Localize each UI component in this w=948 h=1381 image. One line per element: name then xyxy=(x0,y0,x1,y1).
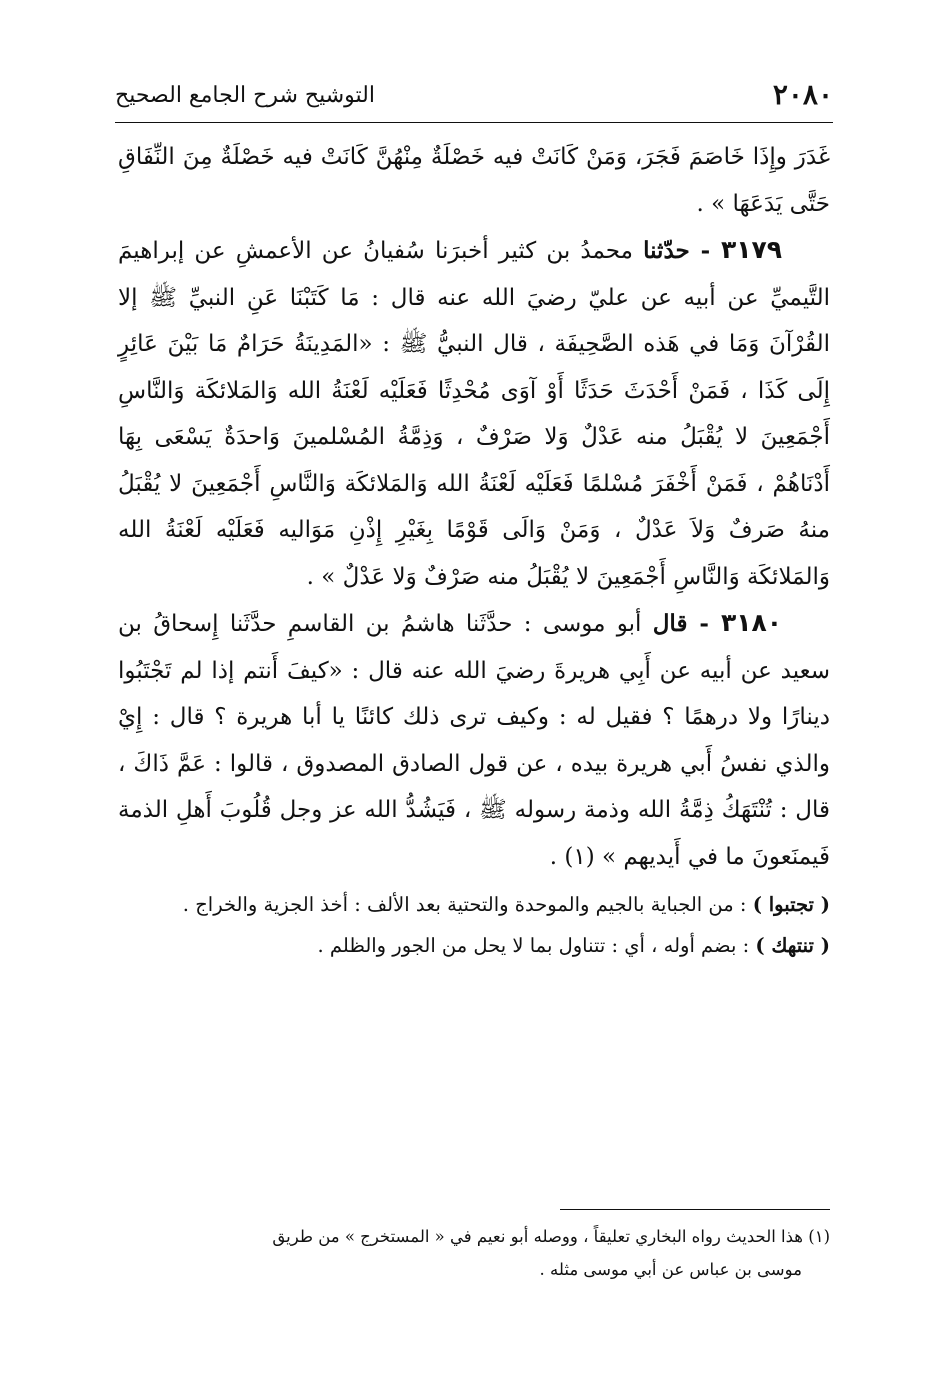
hadith-3179 xyxy=(118,227,830,600)
footnote xyxy=(118,1220,830,1286)
page-header xyxy=(115,78,833,118)
note-text: : بضم أوله ، أي : تتناول بما لا يحل من الجور والظلم . xyxy=(317,934,756,957)
note-term: ( تنتهك ) xyxy=(755,934,830,957)
hadith-lead-word: - حدّثنا xyxy=(643,237,721,264)
hadith-text: محمدُ بن كثير أخبرَنا سُفيانُ عن الأعمشِ عن إبراهيمَ التَّيميِّ عن أبيه عن عليّ رضيَ الله عنه قال : مَا كَتَبْنَا عَنِ النبيِّ ﷺ إلا القُرْآنَ وَمَا في هَذه الصَّحِيفَة ، قال النبيُّ ﷺ : «المَدِينَةُ حَرَامٌ مَا بَيْنَ عَائِرٍ إِلَى كَذَا ، فَمَنْ أَحْدَثَ حَدَثًا أَوْ آوَى مُحْدِثًا فَعَلَيْه لَعْنَةُ الله وَالمَلائكَة وَالنَّاسِ أَجْمَعِينَ لا يُقْبَلُ منه عَدْلٌ وَلا صَرْفٌ ، وَذِمَّةُ المُسْلمينَ وَاحدَةٌ يَسْعَى بِهَا أَدْنَاهُمْ ، فَمَنْ أَخْفَرَ مُسْلمًا فَعَلَيْه لَعْنَةُ الله وَالمَلائكَة وَالنَّاسِ أَجْمَعِينَ لا يُقْبَلُ منهُ صَرفٌ وَلاَ عَدْلٌ ، وَمَنْ وَالَى قَوْمًا بِغَيْرِ إِذْنِ مَوَاليه فَعَلَيْه لَعْنَةُ الله وَالمَلائكَة وَالنَّاسِ أَجْمَعِينَ لا يُقْبَلُ منه صَرْفٌ وَلا عَدْلٌ » . xyxy=(118,238,830,590)
hadith-lead-word: - قال xyxy=(652,610,721,637)
footnote-rule xyxy=(560,1209,830,1210)
note-tajtabu xyxy=(118,884,830,925)
hadith-3180 xyxy=(118,600,830,880)
note-term: ( تجتبوا ) xyxy=(752,893,830,916)
hadith-number: ٣١٨٠ xyxy=(720,608,782,637)
running-title: التوشيح شرح الجامع الصحيح xyxy=(115,83,375,108)
main-text xyxy=(118,134,830,966)
footnote-line-2: موسى بن عباس عن أبي موسى مثله . xyxy=(539,1260,802,1279)
note-text: : من الجباية بالجيم والموحدة والتحتية بعد الألف : أخذ الجزية والخراج . xyxy=(182,893,753,916)
page-number: ٢٠٨٠ xyxy=(772,78,833,111)
paragraph-continuation xyxy=(118,134,830,227)
hadith-text: أبو موسى : حدَّثَنا هاشمُ بن القاسمِ حدَّثَنا إِسحاقُ بن سعيد عن أبيه عن أَبِي هريرةَ رضيَ الله عنه قال : «كيفَ أَنتم إذا لم تَجْتَبُوا دينارًا ولا درهمًا ؟ فقيل له : وكيف ترى ذلك كائنًا يا أبا هريرة ؟ قال : إِيْ والذي نفسُ أَبي هريرة بيده ، عن قول الصادق المصدوق ، قالوا : عَمَّ ذَاكَ ، قال : تُنْتَهَكُ ذِمَّةُ الله وذمة رسوله ﷺ ، فَيَشُدُّ الله عز وجل قُلُوبَ أَهلِ الذمة فَيمنَعونَ ما في أَيديهم » (١) . xyxy=(118,611,830,870)
commentary-notes xyxy=(118,884,830,966)
paragraph-text: غَدَرَ وإِذَا خَاصَمَ فَجَرَ، وَمَنْ كَانَتْ فيه خَصْلَةٌ مِنْهُنَّ كَانَتْ فيه خَصْلَةٌ مِنَ النِّفَاقِ حَتَّى يَدَعَهَا » . xyxy=(118,144,830,217)
note-tuntahak xyxy=(118,925,830,966)
header-rule xyxy=(115,122,833,123)
footnote-line-1: (١) هذا الحديث رواه البخاري تعليقاً ، ووصله أبو نعيم في « المستخرج » من طريق xyxy=(272,1227,830,1246)
hadith-number: ٣١٧٩ xyxy=(720,235,782,264)
